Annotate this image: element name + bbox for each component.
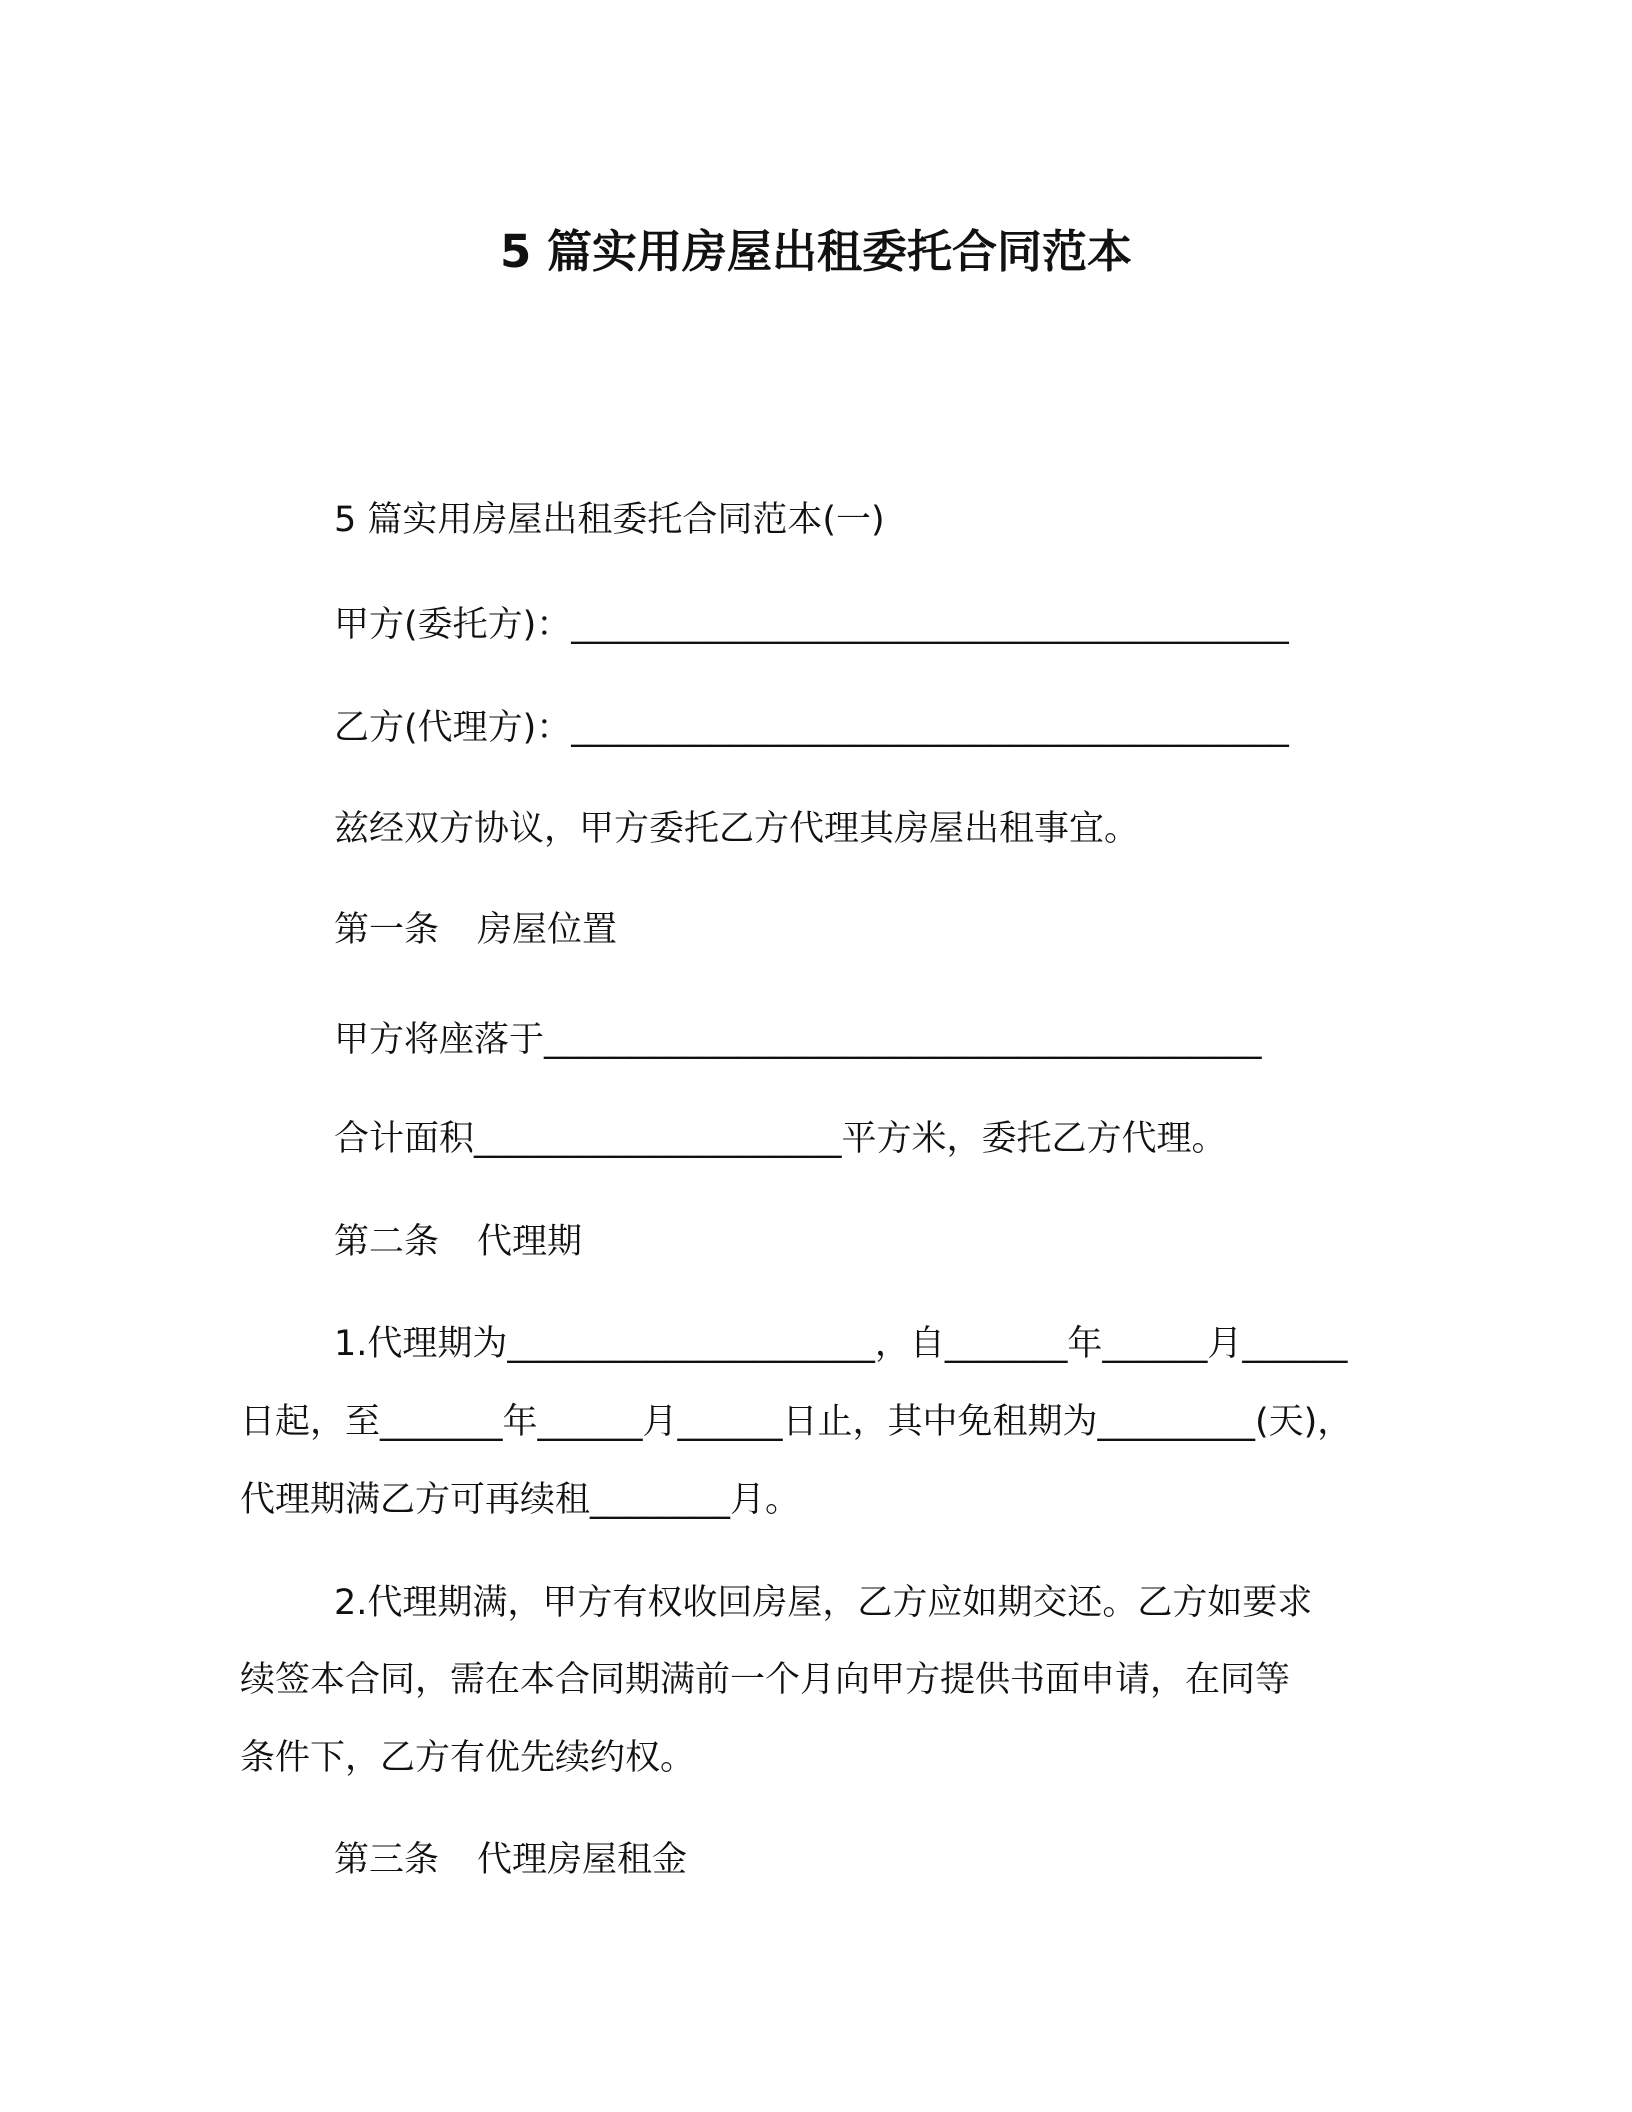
clause-2-line-3: 条件下，乙方有优先续约权。 (240, 1738, 696, 1778)
intro-paragraph: 兹经双方协议，甲方委托乙方代理其房屋出租事宜。 (334, 809, 1140, 849)
party-b-line: 乙方(代理方)：_________________________________________ (334, 708, 1289, 748)
contract-subtitle: 5 篇实用房屋出租委托合同范本(一) (334, 500, 885, 540)
article-1-area-line: 合计面积_____________________平方米，委托乙方代理。 (334, 1119, 1227, 1159)
clause-1-line-2: 日起，至_______年______月______日止，其中免租期为_________(天)， (240, 1402, 1353, 1442)
clause-2-line-2: 续签本合同，需在本合同期满前一个月向甲方提供书面申请，在同等 (240, 1660, 1291, 1700)
clause-1-line-1: 1.代理期为_____________________，自_______年______月______ (334, 1324, 1348, 1364)
clause-1-line-3: 代理期满乙方可再续租________月。 (240, 1480, 801, 1520)
article-2-number: 第二条 (334, 1222, 440, 1262)
party-a-line: 甲方(委托方)：_________________________________________ (334, 605, 1289, 645)
article-2-heading (334, 1217, 582, 1267)
document-title: 5 篇实用房屋出租委托合同范本 (500, 225, 1132, 278)
article-1-location-line: 甲方将座落于_________________________________________ (334, 1020, 1262, 1060)
article-2-title: 代理期 (477, 1222, 583, 1262)
article-3-number: 第三条 (334, 1840, 440, 1880)
article-1-title: 房屋位置 (477, 910, 618, 950)
clause-2-line-1: 2.代理期满，甲方有权收回房屋，乙方应如期交还。乙方如要求 (334, 1583, 1313, 1623)
article-3-title: 代理房屋租金 (477, 1840, 688, 1880)
article-3-heading (334, 1835, 687, 1885)
article-1-heading (334, 905, 617, 955)
article-1-number: 第一条 (334, 910, 440, 950)
